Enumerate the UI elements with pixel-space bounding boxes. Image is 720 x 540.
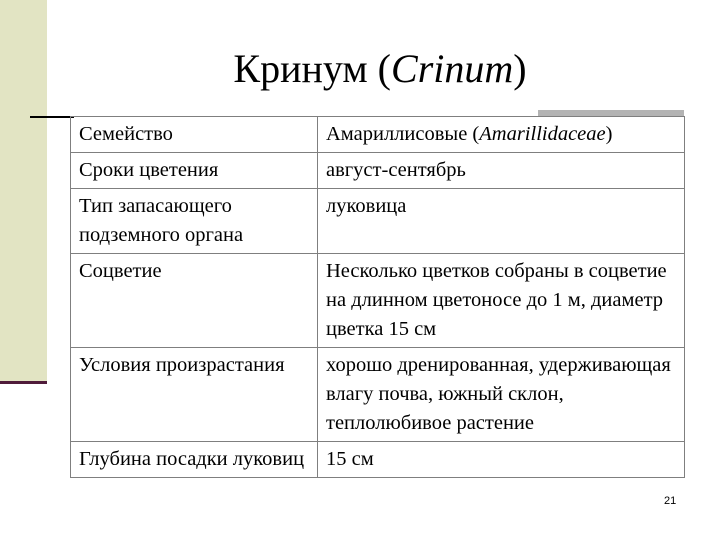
decorative-rule-left bbox=[30, 116, 74, 118]
row-value-growing-conditions: хорошо дренированная, удерживающая влагу почва, южный склон, теплолюбивое растение bbox=[318, 348, 685, 442]
table-row bbox=[71, 117, 685, 153]
row-value-family bbox=[318, 117, 685, 153]
table-row bbox=[71, 189, 685, 254]
row-value-inflorescence: Несколько цветков собраны в соцветие на длинном цветоносе до 1 м, диаметр цветка 15 см bbox=[318, 254, 685, 348]
title-text: Кринум ( bbox=[233, 46, 392, 91]
plant-info-table bbox=[70, 116, 685, 478]
title-close-paren: ) bbox=[513, 46, 527, 91]
row-key-inflorescence: Соцветие bbox=[71, 254, 318, 348]
table-row bbox=[71, 153, 685, 189]
page-number: 21 bbox=[664, 495, 677, 507]
row-key-storage-organ: Тип запасающего подземного органа bbox=[71, 189, 318, 254]
decorative-band-underline bbox=[0, 381, 47, 384]
row-key-growing-conditions: Условия произрастания bbox=[71, 348, 318, 442]
slide-title bbox=[0, 45, 720, 92]
table-row bbox=[71, 254, 685, 348]
row-value-storage-organ: луковица bbox=[318, 189, 685, 254]
family-name: Амариллисовые ( bbox=[326, 123, 480, 145]
family-latin-name: Amarillidaceae bbox=[479, 123, 606, 145]
table-row bbox=[71, 348, 685, 442]
row-key-family: Семейство bbox=[71, 117, 318, 153]
table-row bbox=[71, 442, 685, 478]
row-key-bloom-period: Сроки цветения bbox=[71, 153, 318, 189]
family-close-paren: ) bbox=[605, 123, 613, 145]
row-value-planting-depth: 15 см bbox=[318, 442, 685, 478]
title-latin-name: Crinum bbox=[391, 46, 514, 91]
row-value-bloom-period: август-сентябрь bbox=[318, 153, 685, 189]
row-key-planting-depth: Глубина посадки луковиц bbox=[71, 442, 318, 478]
